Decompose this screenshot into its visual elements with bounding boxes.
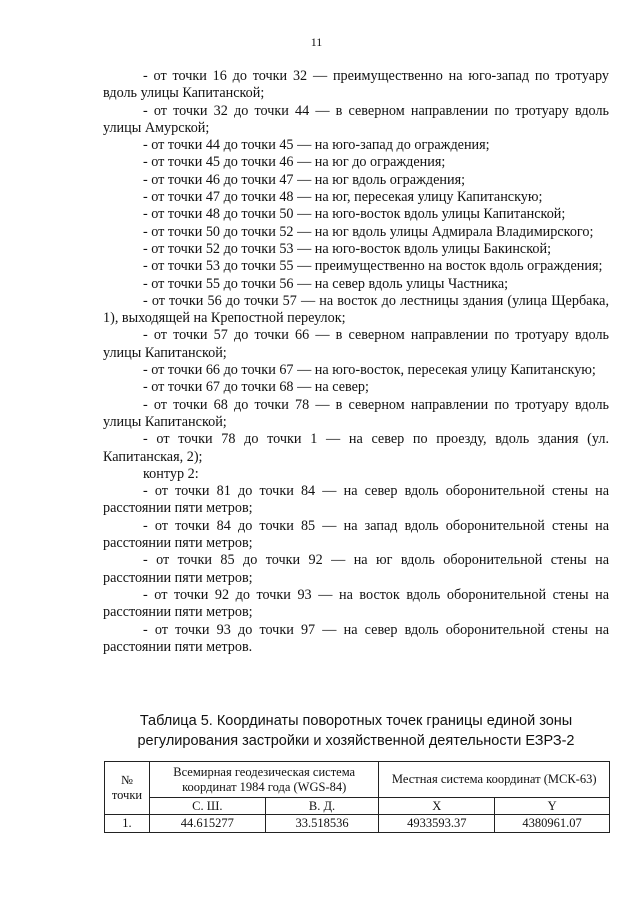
list-item: - от точки 84 до точки 85 — на запад вдоль оборонительной стены на расстоянии пяти метров; (103, 517, 609, 552)
list-item: - от точки 81 до точки 84 — на север вдоль оборонительной стены на расстоянии пяти метров; (103, 483, 609, 517)
contour-heading: контур 2: (143, 465, 199, 482)
latitude-cell: 44.615277 (149, 815, 265, 833)
longitude-cell: 33.518536 (265, 815, 379, 833)
wgs84-header: Всемирная геодезическая система координат 1984 года (WGS-84) (149, 762, 378, 798)
list-item: - от точки 48 до точки 50 — на юго-восток вдоль улицы Капитанской; (143, 206, 566, 223)
list-item: - от точки 68 до точки 78 — в северном направлении по тротуару вдоль улицы Капитанской; (103, 396, 609, 430)
table-row (105, 815, 610, 833)
list-item: - от точки 52 до точки 53 — на юго-восток вдоль улицы Бакинской; (143, 240, 552, 257)
table-header-row (105, 762, 610, 798)
table-caption-line: Таблица 5. Координаты поворотных точек границы единой зоны (139, 713, 573, 729)
list-item: - от точки 66 до точки 67 — на юго-восток, пересекая улицу Капитанскую; (143, 362, 596, 379)
list-item: - от точки 93 до точки 97 — на север вдоль оборонительной стены на расстоянии пяти метров. (103, 621, 609, 655)
list-item: - от точки 16 до точки 32 — преимущественно на юго-запад по тротуару вдоль улицы Капитанской; (103, 68, 609, 102)
x-header: X (379, 798, 495, 815)
list-item: - от точки 85 до точки 92 — на юг вдоль оборонительной стены на расстоянии пяти метров; (103, 552, 609, 586)
point-number-cell: 1. (105, 815, 150, 833)
list-item: - от точки 32 до точки 44 — в северном направлении по тротуару вдоль улицы Амурской; (103, 102, 609, 136)
list-item: - от точки 57 до точки 66 — в северном направлении по тротуару вдоль улицы Капитанской; (103, 327, 609, 361)
list-item: - от точки 67 до точки 68 — на север; (143, 379, 369, 396)
list-item: - от точки 92 до точки 93 — на восток вдоль оборонительной стены на расстоянии пяти метров; (103, 586, 609, 621)
table-subheader-row (105, 798, 610, 815)
msk63-header: Местная система координат (МСК-63) (379, 762, 610, 798)
list-item: - от точки 56 до точки 57 — на восток до лестницы здания (улица Щербака, 1), выходящей на Крепостной переулок; (103, 292, 609, 327)
list-item: - от точки 50 до точки 52 — на юг вдоль улицы Адмирала Владимирского; (143, 223, 594, 240)
list-item: - от точки 78 до точки 1 — на север по проезду, вдоль здания (ул. Капитанская, 2); (103, 431, 609, 465)
x-cell: 4933593.37 (379, 815, 495, 833)
list-item: - от точки 45 до точки 46 — на юг до ограждения; (143, 154, 446, 171)
table-caption-line: регулирования застройки и хозяйственной деятельности ЕЗРЗ-2 (137, 733, 575, 749)
list-item: - от точки 44 до точки 45 — на юго-запад до ограждения; (143, 137, 490, 154)
table-caption (103, 711, 609, 751)
list-item: - от точки 55 до точки 56 — на север вдоль улицы Частника; (143, 275, 509, 292)
point-number-header: № точки (105, 762, 150, 815)
page-number: 11 (310, 35, 323, 49)
longitude-header: В. Д. (265, 798, 379, 815)
list-item: - от точки 47 до точки 48 — на юг, пересекая улицу Капитанскую; (143, 189, 543, 206)
document-body (103, 68, 609, 656)
list-item: - от точки 46 до точки 47 — на юг вдоль ограждения; (143, 171, 466, 188)
y-header: Y (495, 798, 610, 815)
latitude-header: С. Ш. (149, 798, 265, 815)
list-item: - от точки 53 до точки 55 — преимущественно на восток вдоль ограждения; (143, 258, 603, 275)
coordinates-table (104, 761, 610, 833)
y-cell: 4380961.07 (495, 815, 610, 833)
